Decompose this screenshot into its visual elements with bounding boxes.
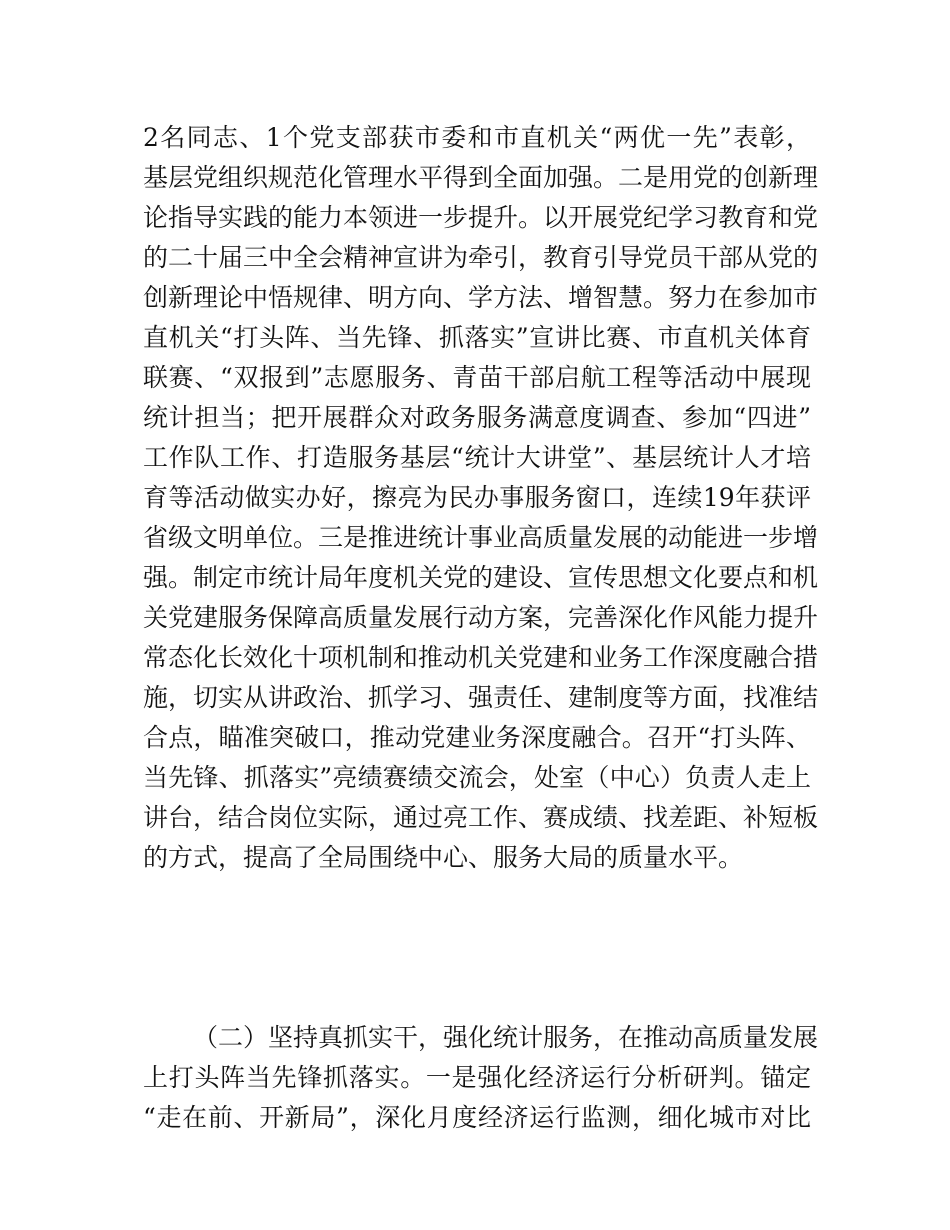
text-line: 讲台，结合岗位实际，通过亮工作、赛成绩、找差距、补短板 (143, 803, 819, 832)
text-line: 的二十届三中全会精神宣讲为牵引，教育引导党员干部从党的 (143, 243, 819, 272)
text-line: 创新理论中悟规律、明方向、学方法、增智慧。努力在参加市 (143, 283, 819, 312)
text-line: 上打头阵当先锋抓落实。一是强化经济运行分析研判。锚定 (143, 1063, 811, 1092)
paragraph-statistics-service (143, 1018, 819, 1138)
text-line: 省级文明单位。三是推进统计事业高质量发展的动能进一步增 (143, 523, 819, 552)
text-line: 论指导实践的能力本领进一步提升。以开展党纪学习教育和党 (143, 203, 819, 232)
text-line: 当先锋、抓落实”亮绩赛绩交流会，处室（中心）负责人走上 (143, 763, 811, 792)
text-line: 基层党组织规范化管理水平得到全面加强。二是用党的创新理 (143, 163, 819, 192)
text-line: 联赛、“双报到”志愿服务、青苗干部启航工程等活动中展现 (143, 363, 811, 392)
text-line: “走在前、开新局”，深化月度经济运行监测，细化城市对比 (143, 1103, 811, 1132)
text-line: 的方式，提高了全局围绕中心、服务大局的质量水平。 (143, 843, 744, 872)
text-line: 直机关“打头阵、当先锋、抓落实”宣讲比赛、市直机关体育 (143, 323, 811, 352)
text-line: 育等活动做实办好，擦亮为民办事服务窗口，连续19年获评 (143, 483, 811, 512)
paragraph-party-building (143, 118, 819, 878)
text-line: 关党建服务保障高质量发展行动方案，完善深化作风能力提升 (143, 603, 819, 632)
text-line: 2名同志、1个党支部获市委和市直机关“两优一先”表彰， (143, 123, 811, 152)
text-line: 统计担当；把开展群众对政务服务满意度调查、参加“四进” (143, 403, 811, 432)
text-line: 施，切实从讲政治、抓学习、强责任、建制度等方面，找准结 (143, 683, 819, 712)
text-line: 常态化长效化十项机制和推动机关党建和业务工作深度融合措 (143, 643, 819, 672)
text-line: 强。制定市统计局年度机关党的建设、宣传思想文化要点和机 (143, 563, 819, 592)
text-line: 合点，瞄准突破口，推动党建业务深度融合。召开“打头阵、 (143, 723, 811, 752)
text-line: 工作队工作、打造服务基层“统计大讲堂”、基层统计人才培 (143, 443, 811, 472)
text-line: （二）坚持真抓实干，强化统计服务，在推动高质量发展 (193, 1023, 819, 1052)
